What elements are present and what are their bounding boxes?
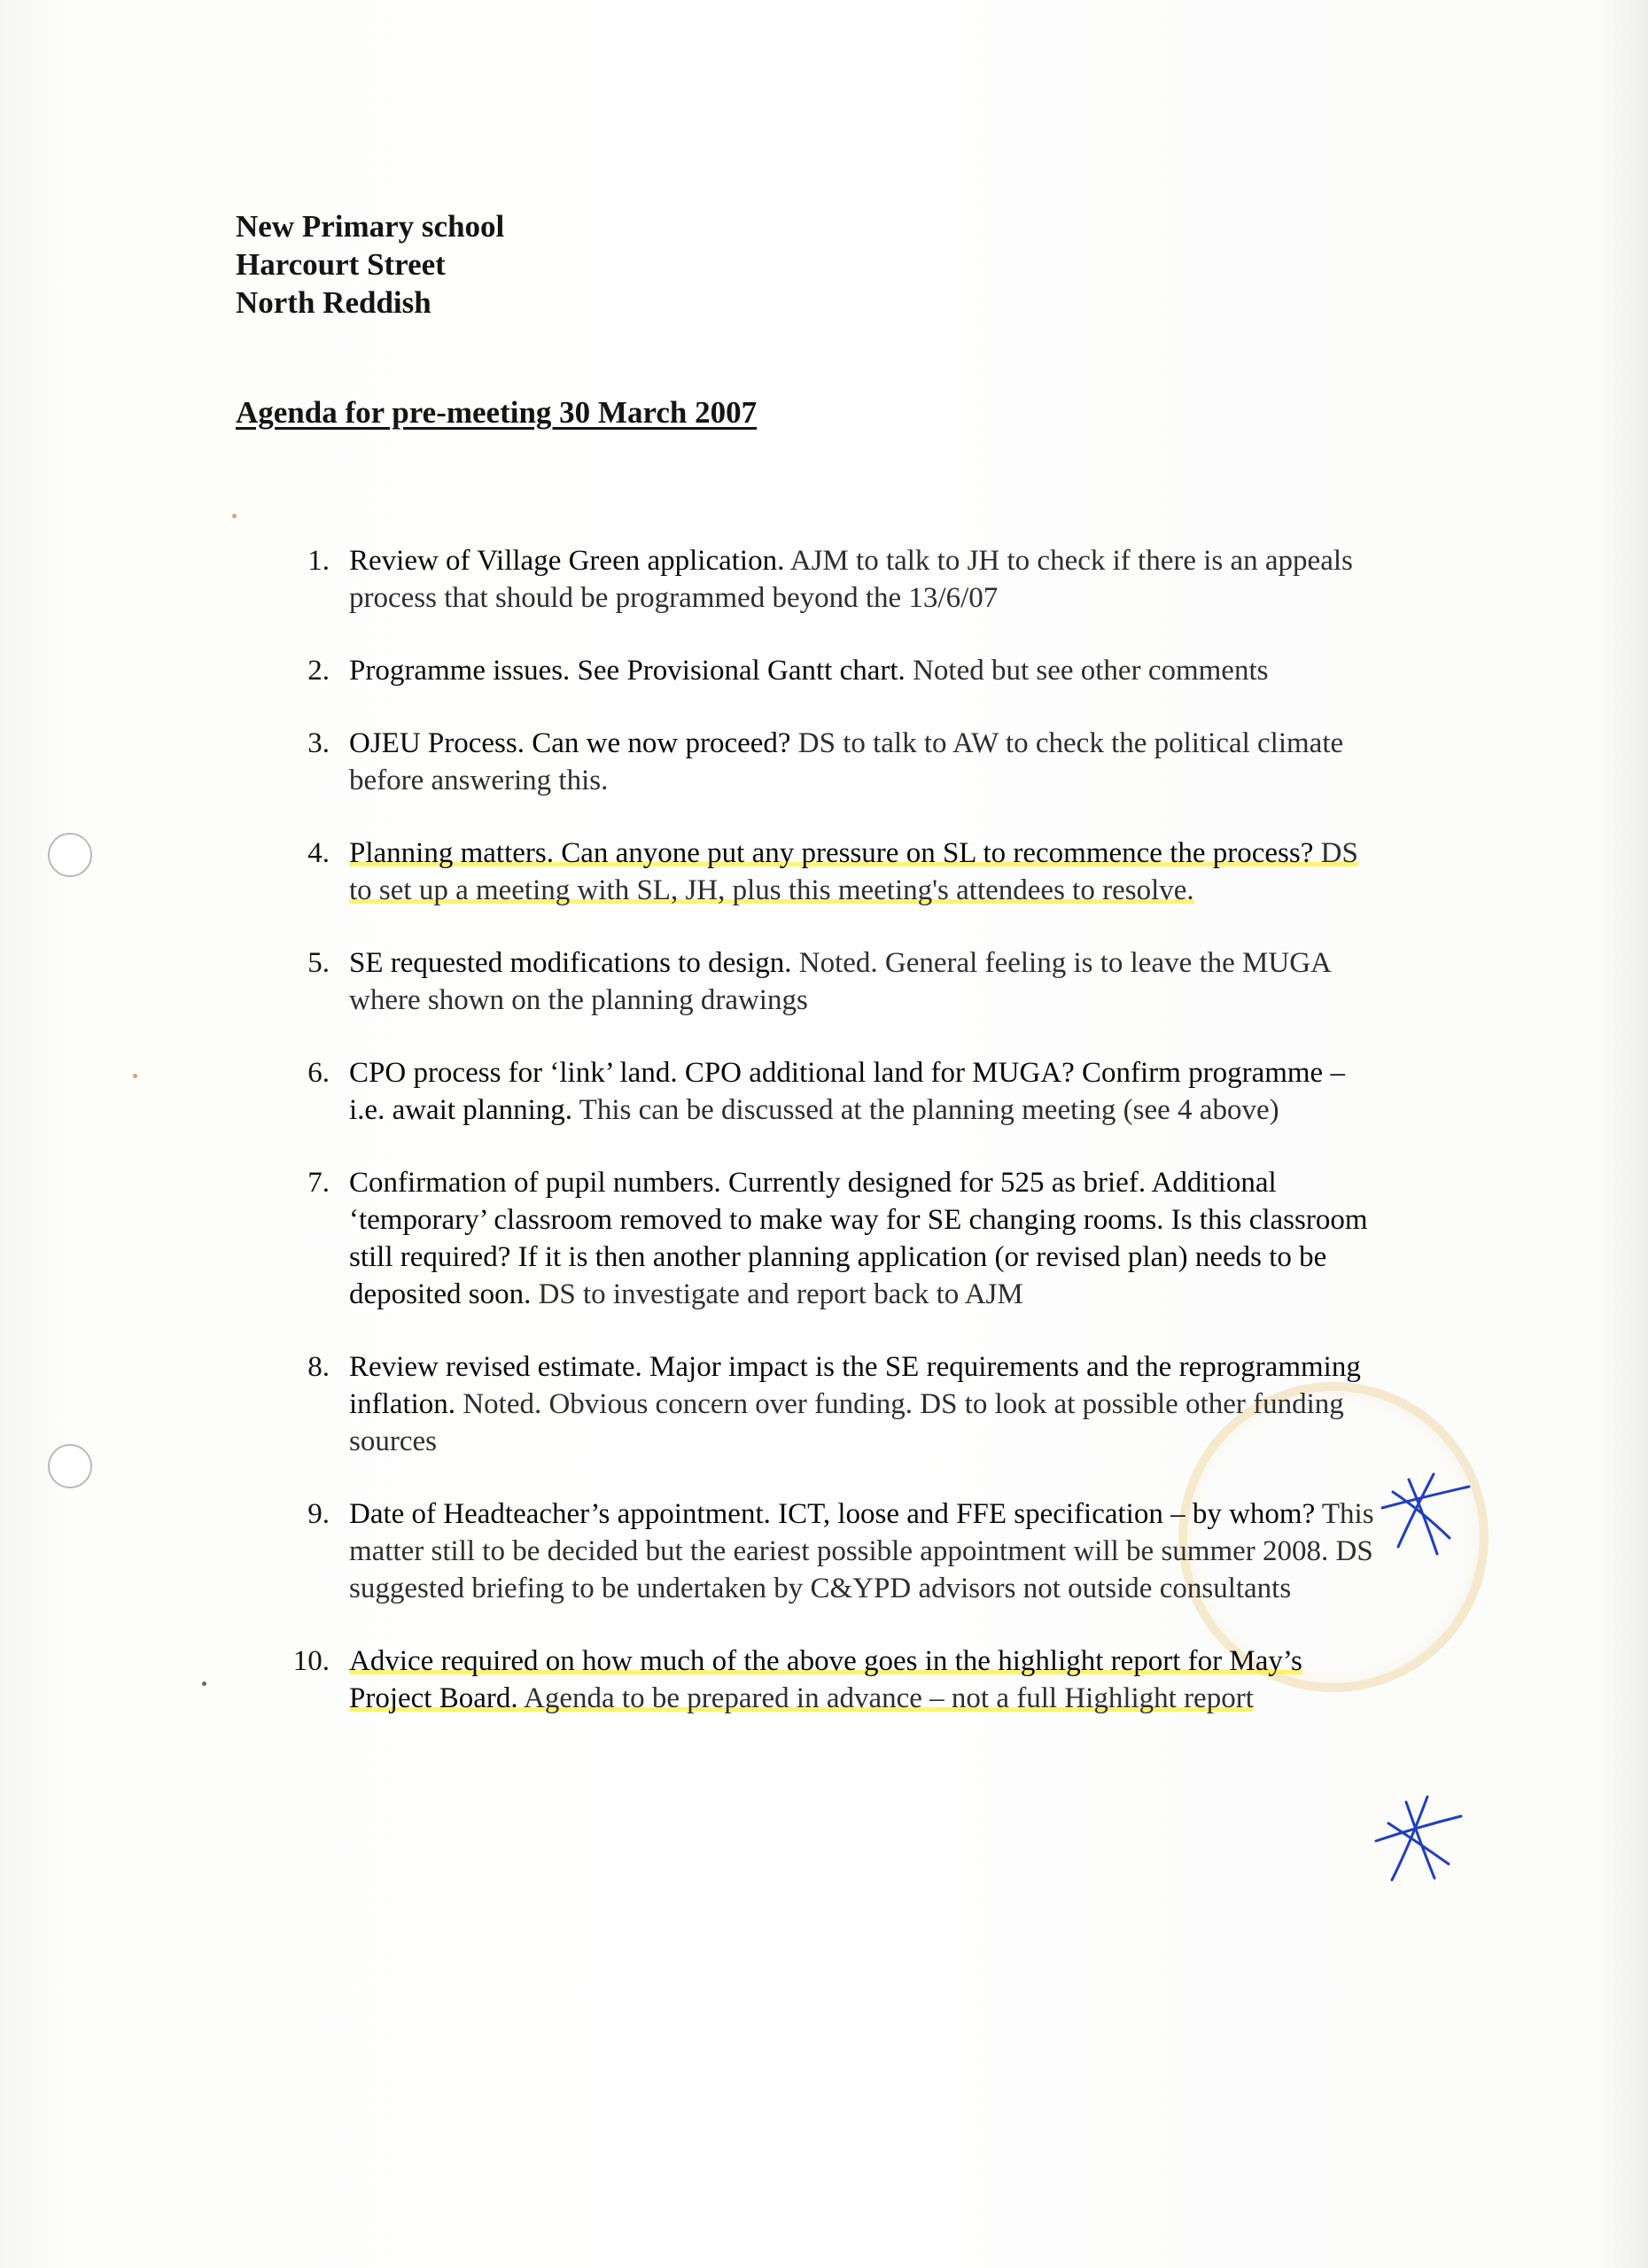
paper-speck [202,1682,206,1686]
item-text [349,652,1382,689]
item-number: 1. [307,545,330,577]
item-number: 8. [307,1351,330,1383]
item-response: DS to investigate and report back to AJM [531,1278,1023,1310]
item-text [349,1348,1382,1460]
agenda-title: Agenda for pre-meeting 30 March 2007 [236,395,758,430]
item-question: Planning matters. Can anyone put any pressure on SL to recommence the process? [349,837,1314,869]
paper-speck [232,514,237,518]
item-response: This can be discussed at the planning meeting (see 4 above) [572,1094,1279,1126]
item-question: Review revised estimate. Major impact is the SE requirements and the reprogramming inflation. [349,1351,1361,1420]
asterisk-icon [1373,1462,1471,1559]
punch-hole [48,833,92,877]
item-number: 7. [307,1167,330,1199]
agenda-item [275,652,1382,689]
item-text [349,1054,1382,1129]
item-response: Noted but see other comments [905,655,1269,687]
item-response: DS to set up a meeting with SL, JH, plus this meeting's attendees to resolve. [349,837,1358,906]
item-response: DS to talk to AW to check the political climate before answering this. [349,727,1344,796]
item-question: Confirmation of pupil numbers. Currently designed for 525 as brief. Additional ‘temporary’ classroom removed to make way for SE changing rooms. Is this classroom still required? If it is then another planning application (or revised plan) needs to be deposited soon. [349,1167,1368,1310]
item-text [349,725,1382,799]
item-text [349,1164,1382,1313]
item-number: 10. [292,1645,330,1677]
item-text [349,835,1382,909]
item-response: Noted. Obvious concern over funding. DS to look at possible other funding sources [349,1388,1344,1457]
paper-speck [133,1074,137,1078]
item-number: 6. [307,1057,330,1089]
address-line: New Primary school [236,209,505,244]
item-response: This matter still to be decided but the eariest possible appointment will be summer 2008. DS suggested briefing to be undertaken by C&YPD advisors not outside consultants [349,1498,1374,1604]
address-block [236,207,504,322]
item-text [349,944,1382,1019]
item-number: 4. [307,837,330,869]
agenda-item [275,1495,1382,1607]
item-question: Advice required on how much of the above goes in the highlight report for May’s Project Board. [349,1645,1302,1714]
agenda-item [275,1348,1382,1460]
item-response: Agenda to be prepared in advance – not a full Highlight report [517,1682,1254,1714]
item-number: 5. [307,947,330,979]
item-question: Programme issues. See Provisional Gantt chart. [349,655,906,687]
item-question: Review of Village Green application. [349,545,785,577]
item-text [349,1495,1382,1607]
item-text [349,542,1382,617]
agenda-item [275,725,1382,799]
address-line: North Reddish [236,285,431,320]
item-text [349,1643,1382,1717]
agenda-item [275,542,1382,617]
item-response: Noted. General feeling is to leave the MUGA where shown on the planning drawings [349,947,1331,1016]
address-line: Harcourt Street [236,247,446,282]
asterisk-icon [1369,1790,1466,1887]
item-question: SE requested modifications to design. [349,947,792,979]
item-number: 3. [307,727,330,759]
agenda-item [275,1643,1382,1717]
item-question: Date of Headteacher’s appointment. ICT, loose and FFE specification – by whom? [349,1498,1316,1530]
item-number: 2. [307,655,330,687]
agenda-item [275,944,1382,1019]
item-number: 9. [307,1498,330,1530]
agenda-item [275,1164,1382,1313]
agenda-item [275,835,1382,909]
agenda-list [275,542,1382,1752]
agenda-item [275,1054,1382,1129]
item-question: CPO process for ‘link’ land. CPO additional land for MUGA? Confirm programme – i.e. await planning. [349,1057,1345,1126]
punch-hole [48,1444,92,1488]
item-question: OJEU Process. Can we now proceed? [349,727,791,759]
item-response: AJM to talk to JH to check if there is an appeals process that should be programmed beyond the 13/6/07 [349,545,1353,614]
